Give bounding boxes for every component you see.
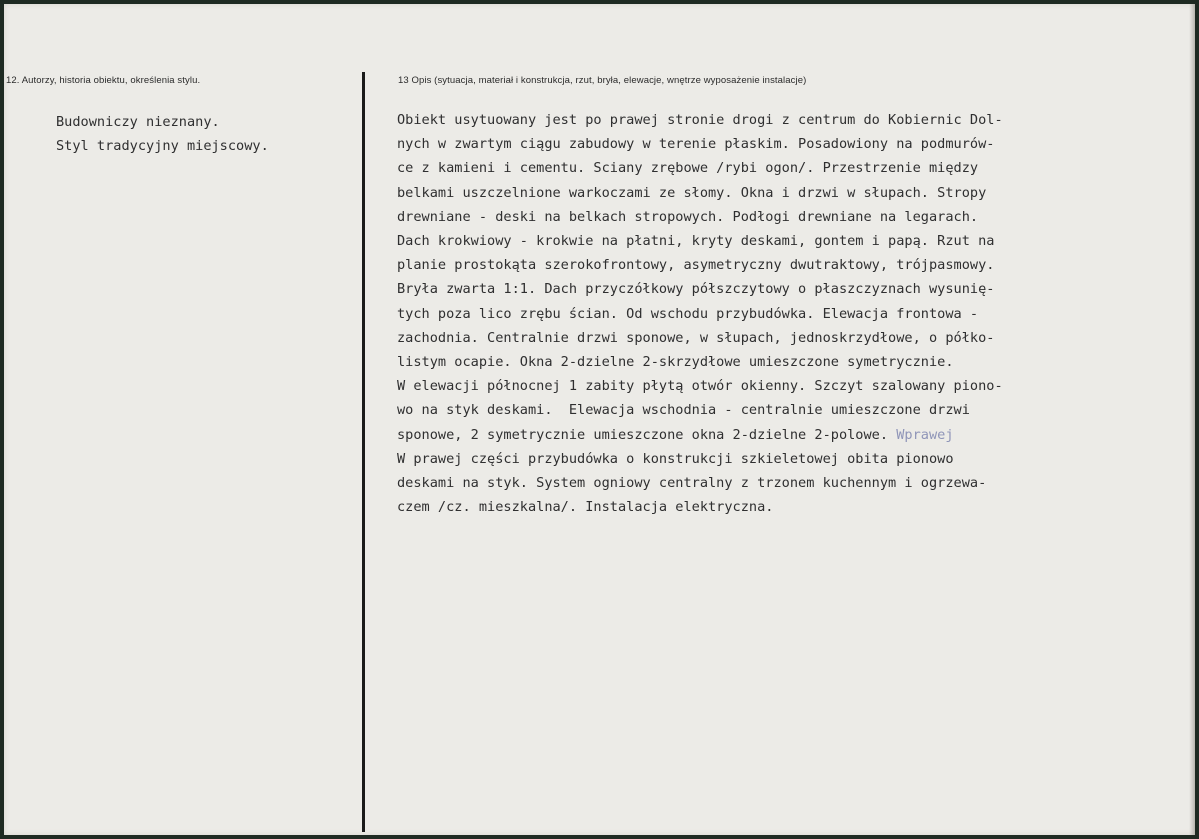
authors-history-label: 12. Autorzy, historia obiektu, określenia stylu. [6,75,201,86]
inventory-card [4,4,1195,835]
authors-history-text [56,110,269,158]
column-divider [362,72,365,832]
typed-line: czem /cz. mieszkalna/. Instalacja elektryczna. [397,499,774,516]
authors-history-section [4,4,360,835]
typed-line: wo na styk deskami. Elewacja wschodnia - centralnie umieszczone drzwi [397,402,970,419]
description-label: 13 Opis (sytuacja, materiał i konstrukcja, rzut, bryła, elewacje, wnętrze wyposażenie instalacje) [398,75,807,86]
typed-line: listym ocapie. Okna 2-dzielne 2-skrzydłowe umieszczone symetrycznie. [397,354,954,371]
typed-line: nych w zwartym ciągu zabudowy w terenie płaskim. Posadowiony na podmurów- [397,136,995,153]
typed-line: Dach krokwiowy - krokwie na płatni, kryty deskami, gontem i papą. Rzut na [397,233,995,250]
typed-line: deskami na styk. System ogniowy centralny z trzonem kuchennym i ogrzewa- [397,475,987,492]
struck-text: Wprawej [896,426,954,443]
typed-line: zachodnia. Centralnie drzwi sponowe, w słupach, jednoskrzydłowe, o półko- [397,329,995,346]
typed-line: planie prostokąta szerokofrontowy, asymetryczny dwutraktowy, trójpasmowy. [397,257,995,274]
typed-line: Budowniczy nieznany. [56,114,220,130]
typed-line: Styl tradycyjny miejscowy. [56,138,269,155]
typed-line-with-correction [397,423,1167,447]
typed-line: drewniane - deski na belkach stropowych. Podłogi drewniane na legarach. [397,208,979,225]
description-text [397,108,1167,519]
typed-line-text: sponowe, 2 symetrycznie umieszczone okna 2-dzielne 2-polowe. [397,426,889,443]
typed-line: tych poza lico zrębu ścian. Od wschodu przybudówka. Elewacja frontowa - [397,305,979,322]
typed-line: Bryła zwarta 1:1. Dach przyczółkowy półszczytowy o płaszczyznach wysunię- [397,281,995,298]
typed-line: Obiekt usytuowany jest po prawej stronie drogi z centrum do Kobiernic Dol- [397,112,1003,128]
typed-line: W prawej części przybudówka o konstrukcji szkieletowej obita pionowo [397,450,954,467]
description-section [370,4,1190,835]
typed-line: ce z kamieni i cementu. Sciany zrębowe /rybi ogon/. Przestrzenie między [397,160,979,177]
typed-line: W elewacji północnej 1 zabity płytą otwór okienny. Szczyt szalowany piono- [397,378,1003,395]
typed-line: belkami uszczelnione warkoczami ze słomy. Okna i drzwi w słupach. Stropy [397,184,987,201]
